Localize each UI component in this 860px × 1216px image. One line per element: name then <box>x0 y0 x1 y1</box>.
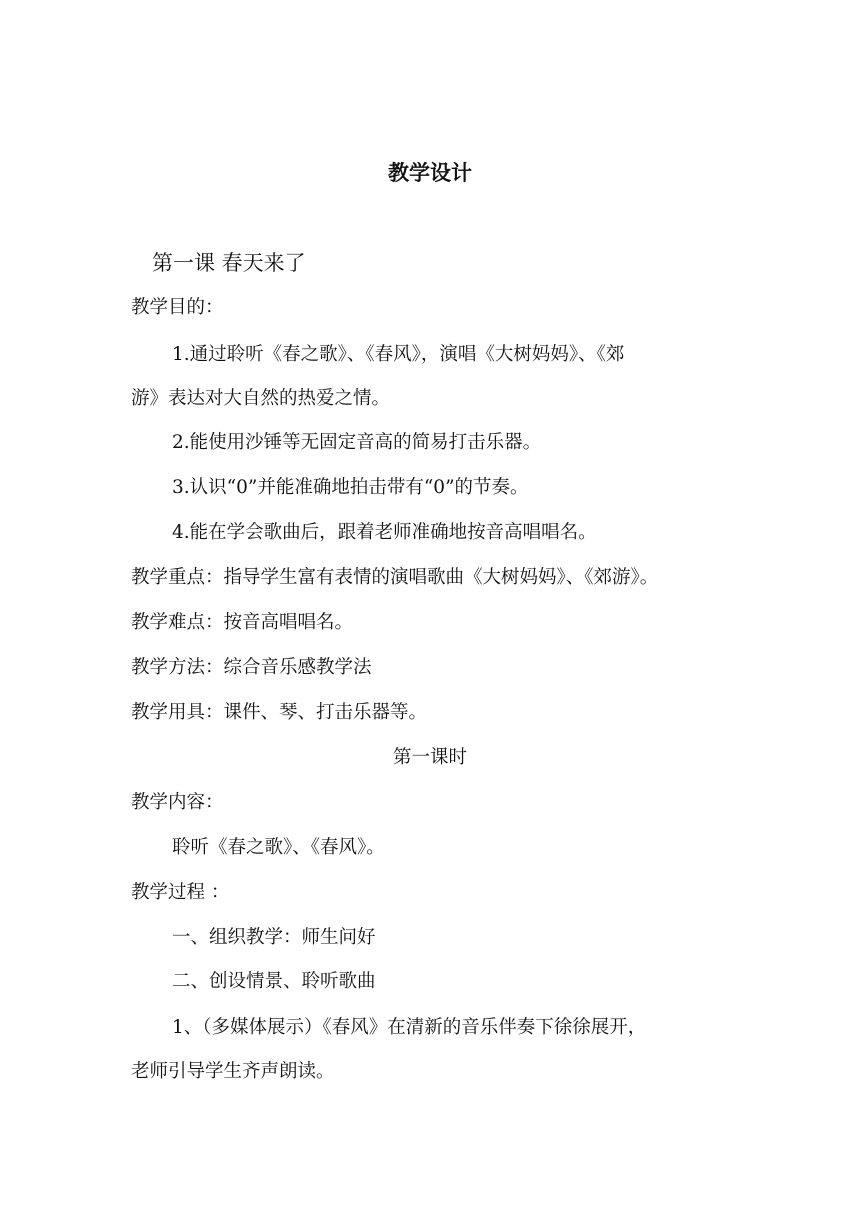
process-step-3-line-1: 1、（多媒体展示）《春风》在清新的音乐伴奏下徐徐展开， <box>172 1017 647 1038</box>
objective-1-line-1: 1.通过聆听《春之歌》、《春风》，演唱《大树妈妈》、《郊 <box>172 344 625 365</box>
teaching-method: 教学方法：综合音乐感教学法 <box>131 657 372 678</box>
content-label: 教学内容： <box>131 792 224 813</box>
objectives-label: 教学目的： <box>131 297 224 318</box>
process-step-2: 二、创设情景、聆听歌曲 <box>172 971 376 992</box>
period-heading: 第一课时 <box>392 747 467 768</box>
objective-2: 2.能使用沙锤等无固定音高的简易打击乐器。 <box>172 432 542 453</box>
content-text: 聆听《春之歌》、《春风》。 <box>172 837 385 858</box>
key-point: 教学重点：指导学生富有表情的演唱歌曲《大树妈妈》、《郊游》。 <box>131 567 659 588</box>
difficulty: 教学难点：按音高唱唱名。 <box>131 612 354 633</box>
objective-1-line-2: 游》表达对大自然的热爱之情。 <box>131 388 391 409</box>
process-step-1: 一、组织教学：师生问好 <box>172 927 376 948</box>
teaching-tools: 教学用具：课件、琴、打击乐器等。 <box>131 702 428 723</box>
process-step-3-line-2: 老师引导学生齐声朗读。 <box>131 1061 335 1082</box>
lesson-heading: 第一课 春天来了 <box>152 251 306 275</box>
objective-3: 3.认识“0”并能准确地拍击带有“0”的节奏。 <box>172 477 529 498</box>
document-title: 教学设计 <box>388 160 472 185</box>
objective-4: 4.能在学会歌曲后，跟着老师准确地按音高唱唱名。 <box>172 522 597 543</box>
process-label: 教学过程 ： <box>131 882 230 903</box>
